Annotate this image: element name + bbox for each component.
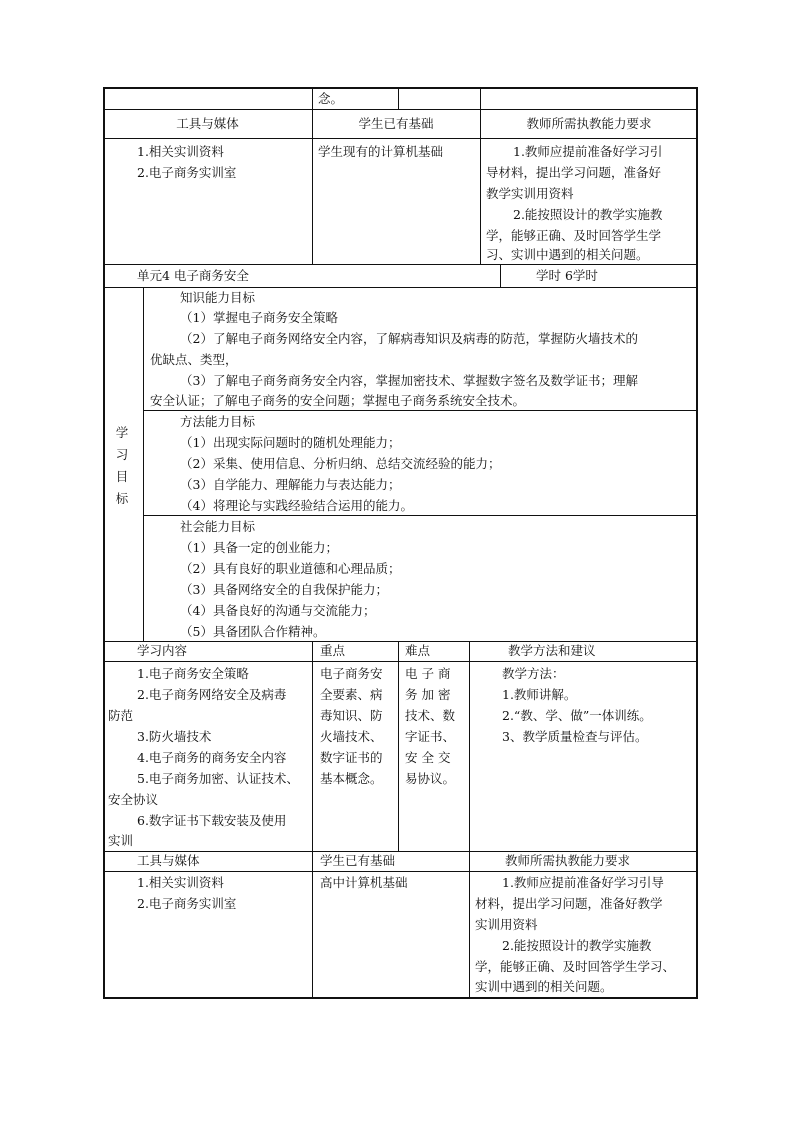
teaching-method-line: 教学方法： [502,666,565,681]
table-border-right [696,87,698,999]
table-border-bottom [103,997,698,999]
method-objective-line: （3）自学能力、理解能力与表达能力； [180,477,401,492]
social-objective-line: （4）具备良好的沟通与交流能力； [180,603,376,618]
method-objectives-title: 方法能力目标 [180,414,256,429]
key-point-line: 数字证书的 [320,750,383,765]
teacher-ability-line: 1.教师应提前准备好学习引导 [502,875,664,890]
tools-item: 1.相关实训资料 [137,144,224,159]
unit-title: 单元4 电子商务安全 [137,268,249,283]
header-difficulties: 难点 [405,643,431,658]
table-border-left [103,87,105,999]
difficulty-line: 安 全 交 [405,750,451,765]
column-rule [469,641,470,997]
knowledge-objective-line: （1）掌握电子商务安全策略 [180,310,338,325]
teacher-ability-line: 习、实训中遇到的相关问题。 [486,247,649,262]
tools-item: 2.电子商务实训室 [137,165,237,180]
header-teacher-ability: 教师所需执教能力要求 [505,853,631,868]
teacher-ability-line: 学，能够正确、及时回答学生学 [486,228,662,243]
header-tools-media: 工具与媒体 [137,853,200,868]
teacher-ability-line: 2.能按照设计的教学实施教 [502,938,652,953]
column-rule [312,641,313,997]
social-objective-line: （5）具备团队合作精神。 [180,624,326,639]
knowledge-objectives-title: 知识能力目标 [180,290,256,305]
method-objective-line: （4）将理论与实践经验结合运用的能力。 [180,498,413,513]
method-objective-line: （1）出现实际问题时的随机处理能力； [180,435,401,450]
column-rule [398,87,399,109]
key-point-line: 全要素、病 [320,687,383,702]
social-objective-line: （1）具备一定的创业能力； [180,540,338,555]
difficulty-line: 务 加 密 [405,687,451,702]
teacher-ability-line: 2.能按照设计的教学实施教 [513,207,663,222]
key-point-line: 电子商务安 [320,666,383,681]
table-rule [103,138,698,139]
difficulty-line: 易协议。 [405,771,456,786]
table-border-top [103,87,698,89]
side-label-char: 标 [115,491,129,506]
knowledge-objective-line: 优缺点、类型， [150,352,238,367]
learning-content-line: 3.防火墙技术 [137,729,212,744]
teacher-ability-line: 教学实训用资料 [486,186,574,201]
teacher-ability-line: 实训用资料 [475,917,538,932]
header-student-basis: 学生已有基础 [358,116,434,131]
header-key-points: 重点 [320,643,346,658]
header-student-basis: 学生已有基础 [320,853,396,868]
header-learning-content: 学习内容 [137,643,188,658]
key-point-line: 毒知识、防 [320,708,383,723]
table-rule [103,661,698,662]
teacher-ability-line: 学，能够正确、及时回答学生学习、 [475,959,676,974]
column-rule [143,287,144,641]
column-rule [398,641,399,851]
teaching-method-line: 1.教师讲解。 [502,687,577,702]
learning-content-line: 防范 [108,708,134,723]
carryover-text: 念。 [318,91,344,106]
knowledge-objective-line: 安全认证；了解电子商务的安全问题；掌握电子商务系统安全技术。 [150,393,526,408]
social-objectives-title: 社会能力目标 [180,519,256,534]
unit-hours: 学时 6学时 [536,268,598,283]
student-basis-text: 学生现有的计算机基础 [318,144,444,159]
side-label-char: 学 [115,425,129,440]
side-label-char: 习 [115,447,129,462]
teacher-ability-line: 实训中遇到的相关问题。 [475,979,613,994]
difficulty-line: 技术、数 [405,708,456,723]
learning-content-line: 5.电子商务加密、认证技术、 [137,771,299,786]
learning-content-line: 4.电子商务的商务安全内容 [137,750,287,765]
header-teaching-methods: 教学方法和建议 [508,643,596,658]
learning-content-line: 实训 [108,833,134,848]
key-point-line: 基本概念。 [320,771,383,786]
table-rule [103,109,698,110]
tools-item: 2.电子商务实训室 [137,896,237,911]
knowledge-objective-line: （2）了解电子商务网络安全内容，了解病毒知识及病毒的防范，掌握防火墙技术的 [180,331,638,346]
learning-content-line: 安全协议 [108,792,159,807]
side-label-char: 目 [115,469,129,484]
teacher-ability-line: 材料，提出学习问题，准备好教学 [475,896,663,911]
student-basis-text: 高中计算机基础 [320,875,408,890]
teaching-method-line: 3、教学质量检查与评估。 [502,729,648,744]
learning-content-line: 1.电子商务安全策略 [137,666,249,681]
table-rule [103,871,698,872]
knowledge-objective-line: （3）了解电子商务商务安全内容，掌握加密技术、掌握数字签名及数学证书；理解 [180,373,638,388]
teacher-ability-line: 1.教师应提前准备好学习引 [513,144,663,159]
column-rule [500,264,501,287]
difficulty-line: 字证书、 [405,729,456,744]
tools-item: 1.相关实训资料 [137,875,224,890]
method-objective-line: （2）采集、使用信息、分析归纳、总结交流经验的能力； [180,456,501,471]
learning-content-line: 6.数字证书下载安装及使用 [137,813,287,828]
social-objective-line: （2）具有良好的职业道德和心理品质； [180,561,401,576]
learning-content-line: 2.电子商务网络安全及病毒 [137,687,287,702]
key-point-line: 火墙技术、 [320,729,383,744]
teaching-method-line: 2.“教、学、做”一体训练。 [502,708,652,723]
difficulty-line: 电 子 商 [405,666,451,681]
teacher-ability-line: 导材料，提出学习问题，准备好 [486,165,662,180]
header-tools-media: 工具与媒体 [176,116,239,131]
header-teacher-ability: 教师所需执教能力要求 [526,116,652,131]
social-objective-line: （3）具备网络安全的自我保护能力； [180,582,388,597]
